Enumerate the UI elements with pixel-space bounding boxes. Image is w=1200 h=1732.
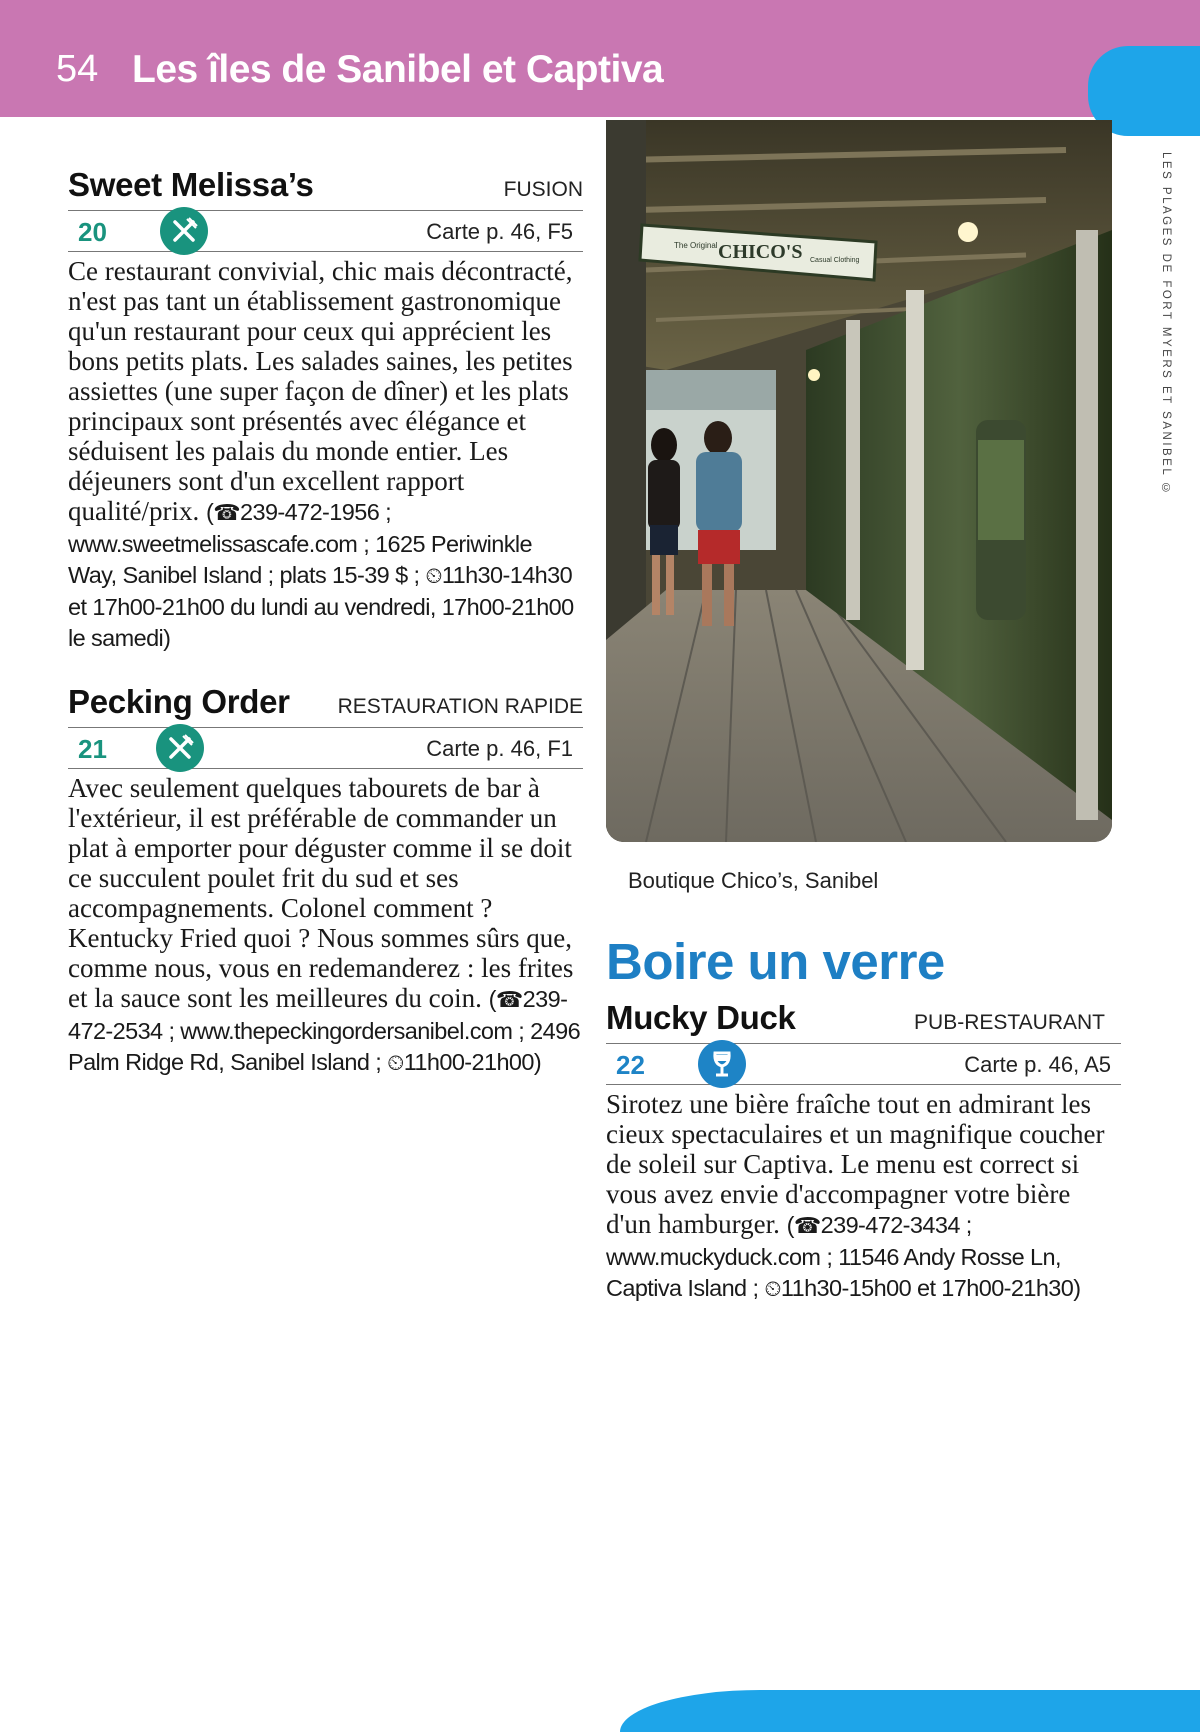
listing-name: Sweet Melissa’s: [68, 166, 314, 203]
photo-caption: Boutique Chico’s, Sanibel: [628, 868, 879, 893]
right-column: [606, 120, 1121, 1304]
phone-number[interactable]: 239-472-2534: [68, 986, 568, 1044]
listing-name: Mucky Duck: [606, 999, 796, 1036]
listing-name: Pecking Order: [68, 683, 290, 720]
left-column: [68, 160, 583, 1078]
listing-body-text: Sirotez une bière fraîche tout en admirant les cieux spectaculaires et un magnifique coucher de soleil sur Captiva. Le menu est correct si vous avez envie d'accompagner votre bière d'un hamburger.: [606, 1089, 1105, 1239]
listing-description: [606, 1089, 1121, 1304]
opening-hours: 11h30-14h30 et 17h00-21h00 du lundi au vendredi, 17h00-21h00 le samedi): [68, 562, 574, 651]
listing-category: PUB-RESTAURANT: [914, 1011, 1105, 1034]
phone-number[interactable]: 239-472-1956: [240, 499, 380, 525]
map-reference[interactable]: Carte p. 46, F5: [426, 219, 573, 244]
bottom-tab-decoration: [620, 1690, 1200, 1732]
restaurant-icon: [156, 724, 204, 772]
opening-hours: 11h30-15h00 et 17h00-21h30): [780, 1275, 1081, 1301]
map-reference[interactable]: Carte p. 46, A5: [964, 1052, 1111, 1077]
restaurant-icon: [160, 207, 208, 255]
side-chapter-label: LES PLAGES DE FORT MYERS ET SANIBEL ©: [1160, 152, 1172, 498]
listing-description: [68, 773, 583, 1078]
listing-mucky-duck: [606, 993, 1121, 1304]
clock-icon: ⏲: [387, 1050, 404, 1075]
opening-hours: 11h00-21h00): [403, 1049, 542, 1075]
listing-practical-info: (☎239-472-2534 ; www.thepeckingordersanibel.com ; 2496 Palm Ridge Rd, Sanibel Island ; ⏲11h00-21h00): [68, 986, 581, 1075]
phone-icon: ☎: [793, 1213, 821, 1238]
listing-address-info: ; www.muckyduck.com ; 11546 Andy Rosse Ln, Captiva Island ;: [606, 1212, 1061, 1301]
listing-description: [68, 256, 583, 653]
sign-small-left: The Original: [674, 241, 718, 250]
listing-meta-bar: [68, 210, 583, 252]
listing-body-text: Ce restaurant convivial, chic mais décontracté, n'est pas tant un établissement gastronomique qu'un restaurant pour ceux qui apprécient les bons petits plats. Les salades saines, les petites assiettes (une super façon de dîner) et les plats principaux sont présentés avec élégance et séduisent les palais du monde entier. Les déjeuners sont d'un excellent rapport qualité/prix.: [68, 256, 573, 526]
page-title: Les îles de Sanibel et Captiva: [132, 48, 664, 91]
phone-number[interactable]: 239-472-3434: [820, 1212, 960, 1238]
phone-icon: ☎: [213, 500, 241, 525]
listing-sweet-melissas: [68, 160, 583, 653]
listing-number: 20: [78, 217, 107, 247]
section-title: Boire un verre: [606, 933, 945, 990]
wine-glass-icon: [698, 1040, 746, 1088]
sign-small-right: Casual Clothing: [810, 257, 860, 264]
phone-icon: ☎: [495, 987, 523, 1012]
sign-text: CHICO'S: [718, 241, 803, 263]
listing-practical-info: (☎239-472-1956 ; www.sweetmelissascafe.com ; 1625 Periwinkle Way, Sanibel Island ; plats 15-39 $ ; ⏲11h30-14h30 et 17h00-21h00 du lundi au vendredi, 17h00-21h00 le samedi): [68, 499, 574, 651]
clock-icon: ⏲: [764, 1276, 781, 1301]
listing-meta-bar: [606, 1043, 1121, 1085]
listing-body-text: Avec seulement quelques tabourets de bar à l'extérieur, il est préférable de commander un plat à emporter pour déguster comme il se doit ce succulent poulet frit du sud et ses accompagnements. Colonel comment ? Kentucky Fried quoi ? Nous sommes sûrs que, comme nous, vous en redemanderez : les frites et la sauce sont les meilleures du coin.: [68, 773, 574, 1013]
listing-practical-info: (☎239-472-3434 ; www.muckyduck.com ; 11546 Andy Rosse Ln, Captiva Island ; ⏲11h30-15h00 et 17h00-21h30): [606, 1212, 1081, 1301]
page-header: [0, 0, 1200, 117]
listing-meta-bar: [68, 727, 583, 769]
page-number: 54: [56, 48, 99, 90]
photo-chicos-boutique: [606, 120, 1112, 842]
listing-category: RESTAURATION RAPIDE: [337, 695, 583, 718]
listing-address-info: ; www.sweetmelissascafe.com ; 1625 Periwinkle Way, Sanibel Island ; plats 15-39 $ ;: [68, 499, 532, 588]
listing-number: 21: [78, 734, 107, 764]
map-reference[interactable]: Carte p. 46, F1: [426, 736, 573, 761]
listing-pecking-order: [68, 677, 583, 1078]
listing-number: 22: [616, 1050, 645, 1080]
clock-icon: ⏲: [425, 563, 442, 588]
listing-address-info: ; www.thepeckingordersanibel.com ; 2496 Palm Ridge Rd, Sanibel Island ;: [68, 1018, 581, 1075]
listing-category: FUSION: [503, 178, 583, 201]
